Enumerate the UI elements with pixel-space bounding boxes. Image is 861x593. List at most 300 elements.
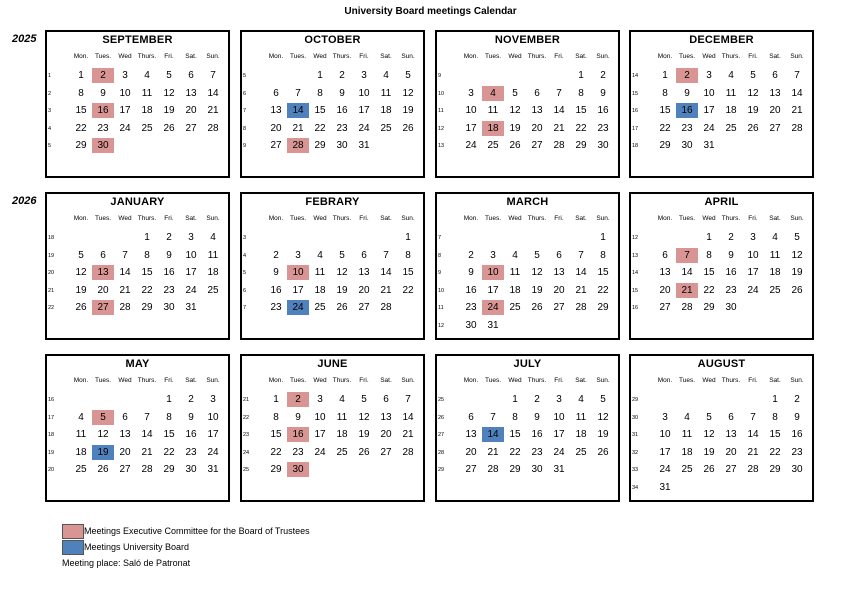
day-cell: 30 bbox=[185, 464, 197, 475]
day-cell: 30 bbox=[531, 464, 543, 475]
week-number: 3 bbox=[243, 235, 247, 241]
day-cell: 31 bbox=[703, 140, 715, 151]
week-number: 9 bbox=[438, 270, 442, 276]
document-title: University Board meetings Calendar bbox=[344, 6, 517, 17]
week-row bbox=[631, 265, 812, 281]
day-cell: 25 bbox=[487, 140, 499, 151]
day-cell: 2 bbox=[166, 232, 172, 243]
week-number: 18 bbox=[48, 235, 55, 241]
week-number: 18 bbox=[632, 143, 639, 149]
weekday-header: Sun. bbox=[790, 215, 804, 222]
week-number: 25 bbox=[438, 397, 445, 403]
day-cell: 19 bbox=[163, 105, 175, 116]
weekday-header: Sat. bbox=[380, 377, 392, 384]
day-cell: 21 bbox=[487, 446, 499, 458]
day-cell: 17 bbox=[487, 284, 499, 296]
weekday-header: Mon. bbox=[268, 215, 284, 222]
day-cell: 18 bbox=[509, 284, 521, 296]
university-board-swatch bbox=[62, 540, 84, 555]
day-cell: 3 bbox=[361, 70, 367, 81]
day-cell: 25 bbox=[509, 302, 521, 313]
week-number: 19 bbox=[48, 449, 55, 456]
day-cell: 8 bbox=[772, 411, 778, 423]
month-june bbox=[240, 354, 425, 502]
day-cell: 15 bbox=[509, 429, 521, 440]
day-cell: 23 bbox=[292, 446, 304, 458]
day-cell: 11 bbox=[141, 87, 153, 99]
day-cell: 23 bbox=[185, 446, 197, 458]
day-cell: 24 bbox=[747, 284, 759, 296]
day-cell: 16 bbox=[270, 284, 282, 296]
day-cell: 5 bbox=[794, 232, 800, 243]
day-cell: 14 bbox=[553, 105, 565, 116]
day-cell: 25 bbox=[681, 464, 693, 475]
day-cell: 1 bbox=[405, 232, 411, 243]
weekday-header: Fri. bbox=[164, 215, 174, 222]
weekday-header: Sun. bbox=[596, 377, 610, 384]
day-cell: 4 bbox=[78, 411, 84, 423]
month-october bbox=[240, 30, 425, 178]
day-cell: 6 bbox=[188, 70, 194, 81]
day-cell: 26 bbox=[163, 122, 175, 134]
week-row bbox=[631, 68, 812, 84]
week-row bbox=[47, 103, 228, 119]
weekday-header: Wed bbox=[702, 215, 716, 222]
weekday-header: Sat. bbox=[769, 53, 781, 60]
week-number: 29 bbox=[438, 467, 445, 473]
meeting-place: Meeting place: Saló de Patronat bbox=[62, 558, 191, 568]
day-cell: 8 bbox=[166, 411, 172, 423]
day-cell: 17 bbox=[292, 284, 304, 296]
week-number: 21 bbox=[243, 397, 250, 403]
month-name: JUNE bbox=[317, 358, 348, 370]
week-row bbox=[631, 392, 812, 408]
weekday-header: Thurs. bbox=[527, 53, 547, 60]
day-cell: 14 bbox=[380, 267, 392, 278]
day-cell: 4 bbox=[317, 249, 323, 261]
day-cell: 15 bbox=[270, 429, 282, 440]
day-cell: 23 bbox=[465, 302, 477, 313]
day-cell: 20 bbox=[97, 284, 109, 296]
week-number: 6 bbox=[243, 90, 247, 97]
day-cell: 26 bbox=[402, 122, 414, 134]
day-cell: 25 bbox=[725, 122, 737, 134]
day-cell-executive-committee-meeting: 4 bbox=[482, 86, 504, 101]
day-cell: 4 bbox=[578, 394, 584, 405]
day-cell: 3 bbox=[556, 394, 562, 405]
day-cell-university-board-meeting: 24 bbox=[287, 300, 309, 315]
day-cell: 12 bbox=[402, 87, 414, 99]
day-cell: 15 bbox=[769, 429, 781, 440]
day-cell: 29 bbox=[509, 464, 521, 475]
day-cell: 29 bbox=[141, 302, 153, 313]
month-april bbox=[629, 192, 814, 340]
day-cell: 27 bbox=[358, 302, 370, 313]
day-cell: 7 bbox=[794, 70, 800, 81]
day-cell: 4 bbox=[684, 411, 690, 423]
day-cell: 20 bbox=[553, 284, 565, 296]
day-cell: 2 bbox=[600, 70, 606, 81]
day-cell-university-board-meeting: 14 bbox=[482, 427, 504, 442]
weekday-header: Thurs. bbox=[332, 377, 352, 384]
week-row bbox=[242, 283, 423, 299]
week-number: 11 bbox=[438, 108, 444, 114]
day-cell: 28 bbox=[575, 302, 587, 313]
weekday-header: Wed bbox=[702, 53, 716, 60]
weekday-header: Mon. bbox=[657, 53, 673, 60]
day-cell-executive-committee-meeting: 16 bbox=[92, 103, 114, 118]
week-row bbox=[437, 138, 618, 154]
day-cell: 27 bbox=[465, 464, 477, 475]
day-cell: 10 bbox=[659, 429, 671, 440]
day-cell: 23 bbox=[681, 122, 693, 134]
month-name: MARCH bbox=[506, 196, 549, 208]
week-number: 1 bbox=[48, 73, 52, 79]
day-cell: 7 bbox=[750, 411, 756, 423]
day-cell: 6 bbox=[662, 249, 668, 261]
day-cell: 14 bbox=[747, 429, 759, 440]
week-number: 3 bbox=[48, 108, 52, 114]
day-cell-executive-committee-meeting: 24 bbox=[482, 300, 504, 315]
weekday-header: Wed bbox=[508, 53, 522, 60]
month-name: DECEMBER bbox=[689, 34, 754, 46]
day-cell-executive-committee-meeting: 18 bbox=[482, 121, 504, 136]
day-cell: 11 bbox=[725, 87, 737, 99]
day-cell: 26 bbox=[791, 284, 803, 296]
day-cell: 17 bbox=[314, 429, 326, 440]
day-cell: 17 bbox=[659, 446, 671, 458]
day-cell: 6 bbox=[361, 249, 367, 261]
day-cell: 28 bbox=[207, 122, 219, 134]
day-cell: 30 bbox=[163, 302, 175, 313]
weekday-header: Tues. bbox=[94, 215, 111, 222]
day-cell: 29 bbox=[270, 464, 282, 475]
week-number: 19 bbox=[48, 252, 55, 259]
day-cell: 5 bbox=[706, 411, 712, 423]
day-cell: 6 bbox=[468, 411, 474, 423]
weekday-headers bbox=[244, 215, 421, 225]
weekday-header: Tues. bbox=[289, 215, 306, 222]
day-cell: 26 bbox=[509, 140, 521, 151]
day-cell: 2 bbox=[534, 394, 540, 405]
week-row bbox=[47, 230, 228, 246]
day-cell: 3 bbox=[750, 232, 756, 243]
weekday-header: Tues. bbox=[94, 53, 111, 60]
day-cell: 12 bbox=[509, 105, 521, 116]
day-cell: 14 bbox=[681, 267, 693, 278]
day-cell-executive-committee-meeting: 2 bbox=[92, 68, 114, 83]
week-number: 31 bbox=[632, 432, 639, 438]
day-cell: 1 bbox=[166, 394, 172, 405]
day-cell: 29 bbox=[75, 140, 87, 151]
week-number: 20 bbox=[48, 270, 55, 276]
week-row bbox=[242, 300, 423, 316]
week-number: 6 bbox=[243, 287, 247, 294]
month-march bbox=[435, 192, 620, 340]
week-number: 9 bbox=[438, 73, 442, 79]
day-cell: 13 bbox=[465, 429, 477, 440]
week-row bbox=[437, 392, 618, 408]
week-number: 25 bbox=[243, 467, 250, 473]
day-cell: 12 bbox=[703, 429, 715, 440]
weekday-header: Sun. bbox=[790, 53, 804, 60]
month-name: JULY bbox=[513, 358, 542, 370]
day-cell: 8 bbox=[78, 87, 84, 99]
week-number: 28 bbox=[438, 449, 445, 456]
day-cell: 22 bbox=[769, 446, 781, 458]
day-cell: 21 bbox=[292, 122, 304, 134]
year-label: 2026 bbox=[12, 195, 37, 207]
week-number: 9 bbox=[243, 143, 247, 149]
weekday-header: Mon. bbox=[463, 53, 479, 60]
day-cell-university-board-meeting: 19 bbox=[92, 445, 114, 460]
day-cell: 22 bbox=[703, 284, 715, 296]
day-cell: 23 bbox=[163, 284, 175, 296]
day-cell: 12 bbox=[97, 429, 109, 440]
weekday-header: Wed bbox=[118, 215, 132, 222]
day-cell: 31 bbox=[358, 140, 370, 151]
day-cell: 10 bbox=[207, 411, 219, 423]
week-row bbox=[437, 445, 618, 461]
day-cell-executive-committee-meeting: 10 bbox=[287, 265, 309, 280]
weekday-header: Sun. bbox=[790, 377, 804, 384]
weekday-header: Wed bbox=[313, 215, 327, 222]
week-row bbox=[47, 462, 228, 478]
month-name: JANUARY bbox=[110, 196, 165, 208]
day-cell: 28 bbox=[553, 140, 565, 151]
month-name: AUGUST bbox=[697, 358, 746, 370]
day-cell: 10 bbox=[703, 87, 715, 99]
day-cell: 12 bbox=[747, 87, 759, 99]
day-cell: 16 bbox=[725, 267, 737, 278]
day-cell: 19 bbox=[358, 429, 370, 440]
day-cell: 10 bbox=[553, 411, 565, 423]
day-cell: 22 bbox=[575, 122, 587, 134]
day-cell: 9 bbox=[600, 87, 606, 99]
week-number: 26 bbox=[438, 414, 445, 421]
day-cell: 27 bbox=[725, 464, 737, 475]
weekday-header: Tues. bbox=[678, 215, 695, 222]
day-cell: 26 bbox=[703, 464, 715, 475]
day-cell: 24 bbox=[465, 140, 477, 151]
day-cell: 23 bbox=[336, 122, 348, 134]
day-cell: 11 bbox=[380, 87, 392, 99]
week-row bbox=[47, 427, 228, 443]
day-cell: 1 bbox=[772, 394, 778, 405]
day-cell: 30 bbox=[597, 140, 609, 151]
week-number: 12 bbox=[632, 235, 639, 241]
day-cell: 1 bbox=[512, 394, 518, 405]
week-number: 16 bbox=[632, 305, 639, 311]
week-number: 16 bbox=[632, 108, 639, 114]
week-row bbox=[47, 445, 228, 461]
day-cell-executive-committee-meeting: 27 bbox=[92, 300, 114, 315]
day-cell: 23 bbox=[97, 122, 109, 134]
day-cell: 12 bbox=[791, 249, 803, 261]
weekday-header: Sat. bbox=[185, 377, 197, 384]
day-cell: 22 bbox=[509, 446, 521, 458]
day-cell: 20 bbox=[659, 284, 671, 296]
weekday-header: Sat. bbox=[185, 53, 197, 60]
week-row bbox=[631, 138, 812, 154]
weekday-header: Mon. bbox=[463, 377, 479, 384]
day-cell: 17 bbox=[747, 267, 759, 278]
week-number: 7 bbox=[243, 305, 247, 311]
day-cell: 29 bbox=[659, 140, 671, 151]
weekday-header: Mon. bbox=[657, 215, 673, 222]
week-row bbox=[631, 445, 812, 461]
weekday-header: Tues. bbox=[484, 53, 501, 60]
month-july bbox=[435, 354, 620, 502]
day-cell: 28 bbox=[402, 446, 414, 458]
weekday-header: Fri. bbox=[359, 215, 369, 222]
day-cell: 3 bbox=[295, 249, 301, 261]
day-cell: 20 bbox=[270, 122, 282, 134]
day-cell: 11 bbox=[769, 249, 781, 261]
day-cell: 10 bbox=[747, 249, 759, 261]
month-name: OCTOBER bbox=[304, 34, 361, 46]
day-cell: 6 bbox=[100, 249, 106, 261]
day-cell: 19 bbox=[747, 105, 759, 116]
day-cell: 24 bbox=[358, 122, 370, 134]
week-number: 34 bbox=[632, 484, 639, 491]
day-cell: 28 bbox=[791, 122, 803, 134]
day-cell: 12 bbox=[597, 411, 609, 423]
day-cell: 17 bbox=[703, 105, 715, 116]
week-row bbox=[437, 462, 618, 478]
day-cell: 15 bbox=[163, 429, 175, 440]
day-cell: 14 bbox=[791, 87, 803, 99]
day-cell: 11 bbox=[75, 429, 87, 440]
week-row bbox=[437, 121, 618, 137]
day-cell: 24 bbox=[553, 446, 565, 458]
week-row bbox=[47, 265, 228, 281]
day-cell: 13 bbox=[119, 429, 131, 440]
weekday-header: Thurs. bbox=[721, 53, 741, 60]
month-name: SEPTEMBER bbox=[102, 34, 173, 46]
day-cell: 22 bbox=[659, 122, 671, 134]
day-cell: 3 bbox=[706, 70, 712, 81]
weekday-headers bbox=[439, 53, 616, 63]
weekday-header: Fri. bbox=[554, 215, 564, 222]
day-cell: 6 bbox=[728, 411, 734, 423]
month-august bbox=[629, 354, 814, 502]
day-cell-university-board-meeting: 14 bbox=[287, 103, 309, 118]
day-cell: 24 bbox=[119, 122, 131, 134]
week-row bbox=[47, 392, 228, 408]
weekday-header: Wed bbox=[118, 53, 132, 60]
week-number: 23 bbox=[243, 432, 250, 438]
weekday-header: Sat. bbox=[575, 377, 587, 384]
week-row bbox=[631, 121, 812, 137]
weekday-header: Sat. bbox=[769, 377, 781, 384]
month-december bbox=[629, 30, 814, 178]
day-cell: 18 bbox=[681, 446, 693, 458]
weekday-headers bbox=[49, 377, 226, 387]
weekday-header: Sat. bbox=[769, 215, 781, 222]
day-cell: 8 bbox=[662, 87, 668, 99]
day-cell: 9 bbox=[728, 249, 734, 261]
executive-committee-swatch bbox=[62, 524, 84, 539]
day-cell: 6 bbox=[122, 411, 128, 423]
day-cell: 1 bbox=[144, 232, 150, 243]
week-number: 18 bbox=[48, 432, 55, 438]
week-number: 2 bbox=[48, 90, 52, 97]
day-cell: 31 bbox=[185, 302, 197, 313]
day-cell-executive-committee-meeting: 5 bbox=[92, 410, 114, 425]
month-name: APRIL bbox=[704, 196, 739, 208]
day-cell: 17 bbox=[119, 105, 131, 116]
week-number: 4 bbox=[243, 252, 247, 259]
month-name: MAY bbox=[125, 358, 150, 370]
week-row bbox=[437, 248, 618, 264]
day-cell: 9 bbox=[188, 411, 194, 423]
weekday-header: Sat. bbox=[185, 215, 197, 222]
weekday-header: Wed bbox=[508, 215, 522, 222]
day-cell: 22 bbox=[163, 446, 175, 458]
weekday-header: Tues. bbox=[289, 377, 306, 384]
day-cell: 8 bbox=[144, 249, 150, 261]
week-number: 15 bbox=[632, 90, 639, 97]
weekday-header: Thurs. bbox=[527, 215, 547, 222]
week-number: 10 bbox=[438, 90, 445, 97]
weekday-header: Thurs. bbox=[332, 215, 352, 222]
day-cell-executive-committee-meeting: 7 bbox=[676, 248, 698, 263]
weekday-header: Tues. bbox=[678, 53, 695, 60]
day-cell: 5 bbox=[361, 394, 367, 405]
weekday-header: Fri. bbox=[748, 215, 758, 222]
week-number: 30 bbox=[632, 414, 639, 421]
day-cell: 9 bbox=[100, 87, 106, 99]
day-cell: 9 bbox=[468, 267, 474, 278]
day-cell: 9 bbox=[339, 87, 345, 99]
day-cell: 23 bbox=[597, 122, 609, 134]
week-number: 33 bbox=[632, 467, 639, 473]
day-cell: 1 bbox=[578, 70, 584, 81]
day-cell: 10 bbox=[119, 87, 131, 99]
day-cell: 17 bbox=[185, 267, 197, 278]
week-row bbox=[631, 410, 812, 426]
day-cell: 10 bbox=[314, 411, 326, 423]
day-cell: 14 bbox=[575, 267, 587, 278]
day-cell: 7 bbox=[405, 394, 411, 405]
weekday-header: Sun. bbox=[401, 377, 415, 384]
day-cell: 6 bbox=[534, 87, 540, 99]
weekday-header: Mon. bbox=[657, 377, 673, 384]
day-cell: 20 bbox=[725, 446, 737, 458]
weekday-header: Sun. bbox=[401, 215, 415, 222]
day-cell: 3 bbox=[662, 411, 668, 423]
day-cell: 19 bbox=[703, 446, 715, 458]
day-cell: 8 bbox=[317, 87, 323, 99]
weekday-header: Fri. bbox=[359, 377, 369, 384]
day-cell: 15 bbox=[75, 105, 87, 116]
day-cell: 1 bbox=[662, 70, 668, 81]
day-cell: 14 bbox=[119, 267, 131, 278]
weekday-header: Sun. bbox=[596, 215, 610, 222]
day-cell: 27 bbox=[531, 140, 543, 151]
day-cell: 23 bbox=[725, 284, 737, 296]
weekday-header: Fri. bbox=[164, 53, 174, 60]
day-cell: 21 bbox=[747, 446, 759, 458]
week-row bbox=[242, 138, 423, 154]
week-row bbox=[242, 445, 423, 461]
week-row bbox=[631, 300, 812, 316]
day-cell: 19 bbox=[597, 429, 609, 440]
day-cell: 12 bbox=[163, 87, 175, 99]
week-row bbox=[437, 410, 618, 426]
day-cell: 1 bbox=[273, 394, 279, 405]
